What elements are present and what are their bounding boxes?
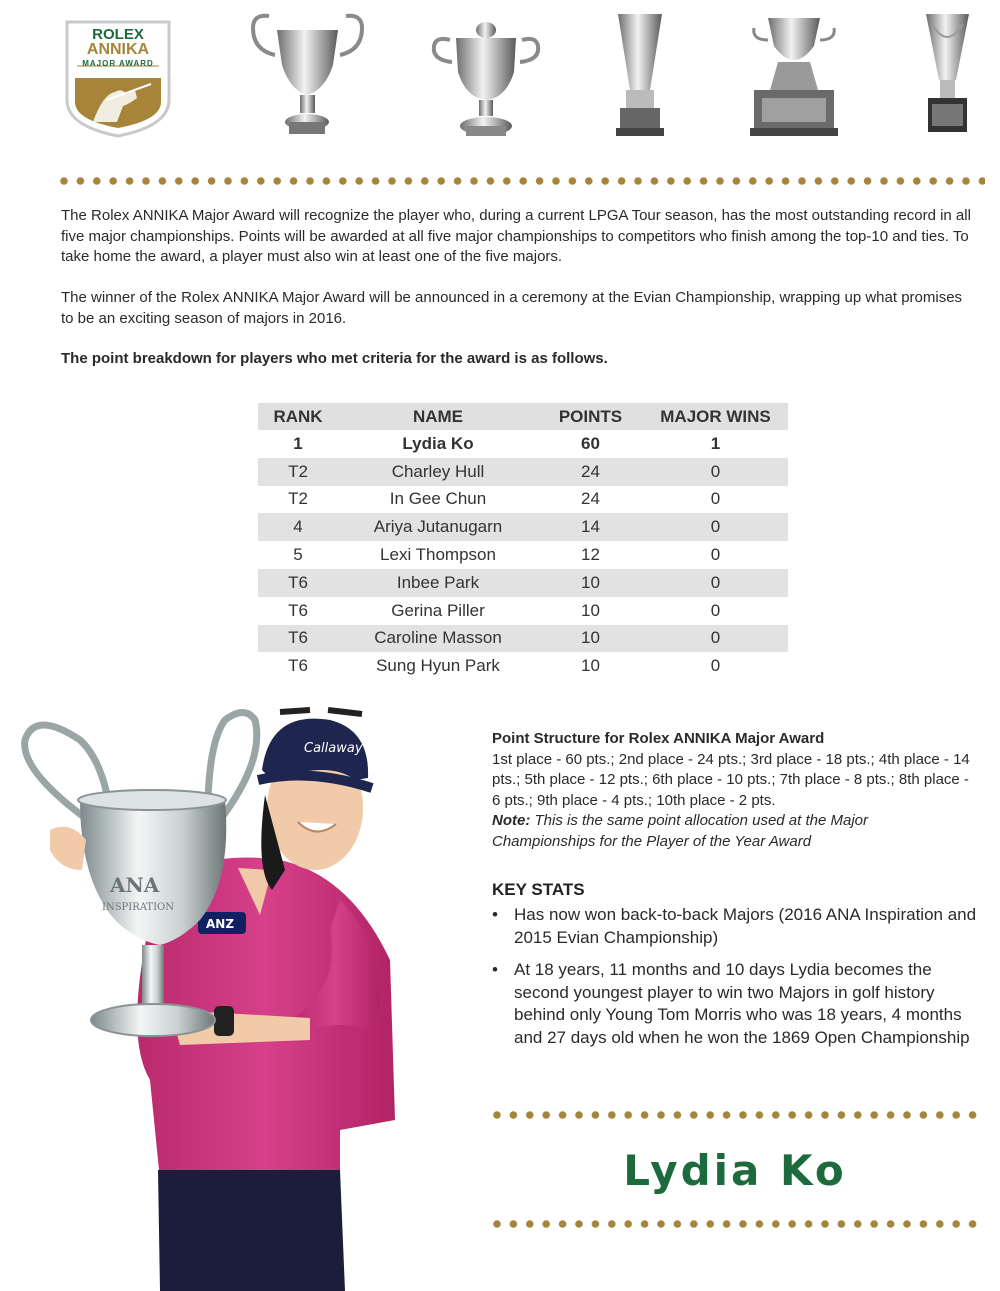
cell-major-wins: 0 — [710, 656, 721, 676]
trophy-icon-4 — [748, 10, 840, 140]
list-item — [492, 959, 977, 1049]
header-name: NAME — [338, 403, 538, 430]
cell-rank: T6 — [258, 625, 338, 653]
cell-rank: T6 — [288, 656, 308, 676]
cell-name: Ariya Jutanugarn — [338, 513, 538, 541]
intro-paragraph-1: The Rolex ANNIKA Major Award will recognize the player who, during a current LPGA Tour season, has the most outstanding record in all five major championships. Points will be awarded at all five major championships to competitors who finish among the top-10 and ties. To take home the award, a player must also win at least one of the five majors. — [61, 207, 971, 265]
cell-major-wins: 0 — [710, 545, 721, 565]
key-stat-text: Has now won back-to-back Majors (2016 ANA Inspiration and 2015 Evian Championship) — [514, 905, 977, 947]
cap-logo-text: Callaway — [304, 741, 363, 756]
cell-major-wins: 0 — [643, 458, 788, 486]
cell-points: 24 — [538, 458, 643, 486]
cell-major-wins: 0 — [643, 513, 788, 541]
sleeve-logo-text: ANZ — [206, 917, 235, 931]
table-row — [258, 486, 788, 514]
cell-rank: T2 — [258, 458, 338, 486]
cell-name: Charley Hull — [338, 458, 538, 486]
trophy-icon-1 — [245, 10, 370, 140]
cell-name: Inbee Park — [338, 569, 538, 597]
cell-major-wins: 1 — [710, 433, 721, 453]
key-stats-block — [492, 880, 977, 1059]
note-label: Note: — [492, 812, 531, 829]
intro-paragraph-3: The point breakdown for players who met criteria for the award is as follows. — [61, 350, 608, 367]
note-text: This is the same point allocation used at the Major Championships for the Player of the Year Award — [492, 812, 869, 850]
points-table — [258, 403, 788, 680]
cell-rank: 4 — [258, 513, 338, 541]
intro-paragraph-2: The winner of the Rolex ANNIKA Major Award will be announced in a ceremony at the Evian Championship, wrapping up what promises to be an exciting season of majors in 2016. — [61, 289, 963, 327]
cell-points: 10 — [581, 600, 600, 620]
top-dotted-divider — [60, 176, 985, 186]
trophy-icon-3 — [610, 10, 670, 140]
point-structure-title: Point Structure for Rolex ANNIKA Major Award — [492, 730, 825, 747]
key-stats-list — [492, 904, 977, 1049]
point-structure-block — [492, 729, 972, 852]
cell-rank: T6 — [288, 600, 308, 620]
bullet-icon: • — [492, 960, 498, 979]
logo-major-award-text: MAJOR AWARD — [82, 59, 154, 68]
trophy-engraving-1: ANA — [110, 873, 160, 897]
cell-name: Caroline Masson — [338, 625, 538, 653]
cell-major-wins: 0 — [643, 569, 788, 597]
bullet-icon: • — [492, 905, 498, 924]
logo-rolex-text: ROLEX — [92, 26, 144, 43]
cell-major-wins: 0 — [643, 625, 788, 653]
key-stat-text: At 18 years, 11 months and 10 days Lydia becomes the second youngest player to win two Majors in golf history behind only Young Tom Morris who was 18 years, 4 months and 27 days old when he won the 1869 Open Championship — [514, 960, 970, 1047]
trophy-engraving-2: INSPIRATION — [102, 902, 175, 913]
table-header-row — [258, 403, 788, 430]
cell-points: 10 — [581, 656, 600, 676]
cell-rank: T6 — [258, 569, 338, 597]
list-item — [492, 904, 977, 949]
cell-name: Sung Hyun Park — [376, 656, 500, 676]
cell-name: In Gee Chun — [389, 489, 487, 509]
table-row — [258, 652, 788, 680]
table-row — [258, 625, 788, 653]
middle-dotted-divider — [493, 1110, 985, 1120]
cell-name: Gerina Piller — [391, 600, 485, 620]
table-row — [258, 430, 788, 458]
player-trophy-photo — [10, 700, 410, 1291]
cell-major-wins: 0 — [710, 489, 721, 509]
point-structure-note — [492, 811, 972, 852]
rolex-annika-logo — [63, 14, 173, 138]
cell-major-wins: 0 — [710, 600, 721, 620]
player-name-title: Lydia Ko — [623, 1146, 847, 1195]
header-points: POINTS — [538, 403, 643, 430]
cell-points: 14 — [538, 513, 643, 541]
table-row — [258, 541, 788, 569]
cell-rank: 5 — [293, 545, 303, 565]
cell-points: 24 — [581, 489, 600, 509]
cell-name: Lydia Ko — [402, 433, 474, 453]
cell-rank: T2 — [288, 489, 308, 509]
logo-annika-text: ANNIKA — [86, 41, 150, 58]
cell-name: Lexi Thompson — [380, 545, 496, 565]
cell-points: 10 — [538, 625, 643, 653]
header-major-wins: MAJOR WINS — [643, 403, 788, 430]
cell-points: 10 — [538, 569, 643, 597]
table-row — [258, 458, 788, 486]
point-structure-body: 1st place - 60 pts.; 2nd place - 24 pts.; 3rd place - 18 pts.; 4th place - 14 pts.; 5th place - 12 pts.; 6th place - 10 pts.; 7th place - 8 pts.; 8th place - 6 pts.; 9th place - 4 pts.; 10th place - 2 pts. — [492, 750, 970, 809]
header-rank: RANK — [258, 403, 338, 430]
bottom-dotted-divider — [493, 1219, 985, 1229]
trophy-icon-5 — [920, 10, 975, 140]
table-row — [258, 569, 788, 597]
cell-points: 12 — [581, 545, 600, 565]
cell-rank: 1 — [293, 433, 303, 453]
table-row — [258, 597, 788, 625]
key-stats-title: KEY STATS — [492, 880, 585, 899]
cell-points: 60 — [581, 433, 600, 453]
trophy-icon-2 — [430, 12, 542, 140]
table-row — [258, 513, 788, 541]
